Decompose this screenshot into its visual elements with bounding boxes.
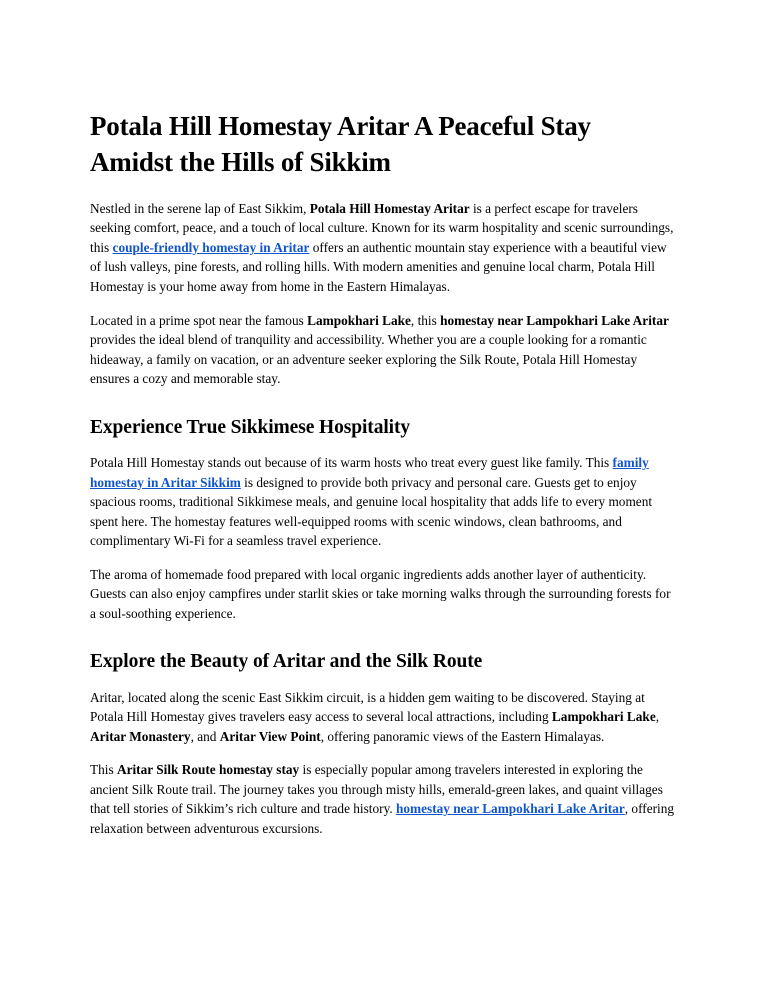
body-text: This: [90, 762, 117, 778]
bold-text: Aritar Silk Route homestay stay: [116, 762, 300, 778]
bold-text: Aritar View Point: [219, 728, 321, 744]
bold-text: Lampokhari Lake: [307, 312, 411, 328]
bold-text: homestay near Lampokhari Lake Aritar: [440, 312, 669, 328]
bold-text: Lampokhari Lake: [551, 709, 656, 725]
intro-paragraph-1: [90, 199, 678, 297]
body-text: provides the ideal blend of tranquility and accessibility. Whether you are a couple looking for a romantic hideaway, a family on vacation, or an adventure seeker exploring the Silk Route, Potala Hill Homestay ensures a cozy and memorable stay.: [90, 332, 647, 387]
body-text: is designed to provide both privacy and personal care. Guests get to enjoy spacious rooms, traditional Sikkimese meals, and genuine local hospitality that adds life to every moment spent here. The homestay features well-equipped rooms with scenic windows, clean bathrooms, and complimentary Wi-Fi for a seamless travel experience.: [90, 474, 653, 549]
body-text: The aroma of homemade food prepared with local organic ingredients adds another layer of authenticity. Guests can also enjoy campfires under starlit skies or take morning walks through the surrounding forests for a soul-soothing experience.: [90, 566, 671, 621]
body-text: offers an authentic mountain stay experience with a beautiful view of lush valleys, pine forests, and rolling hills. With modern amenities and genuine local charm, Potala Hill Homestay is your home away from home in the Eastern Himalayas.: [90, 239, 667, 294]
document-body: [90, 199, 678, 838]
bold-text: Potala Hill Homestay Aritar: [309, 200, 470, 216]
body-text: , and: [190, 728, 220, 744]
silk-route-paragraph-1: [90, 688, 678, 747]
heading-silk-route: Explore the Beauty of Aritar and the Silk Route: [90, 651, 483, 673]
inline-link[interactable]: couple-friendly homestay in Aritar: [112, 239, 310, 255]
body-text: Nestled in the serene lap of East Sikkim,: [90, 200, 310, 216]
silk-route-paragraph-2: [90, 760, 678, 838]
body-text: , this: [410, 312, 441, 328]
body-text: Aritar, located along the scenic East Sikkim circuit, is a hidden gem waiting to be discovered. Staying at Potala Hill Homestay gives travelers easy access to several local attractions, including: [90, 689, 645, 725]
page-title: Potala Hill Homestay Aritar A Peaceful Stay Amidst the Hills of Sikkim: [90, 111, 591, 178]
body-text: , offering panoramic views of the Eastern Himalayas.: [320, 728, 605, 744]
body-text: is especially popular among travelers interested in exploring the ancient Silk Route trail. The journey takes you through misty hills, emerald-green lakes, and quaint villages that tell stories of Sikkim’s rich culture and trade history.: [90, 762, 663, 817]
bold-text: Aritar Monastery: [90, 728, 191, 744]
body-text: Potala Hill Homestay stands out because of its warm hosts who treat every guest like family. This: [90, 455, 613, 470]
hospitality-paragraph-2: [90, 565, 678, 624]
inline-link[interactable]: homestay near Lampokhari Lake Aritar: [396, 801, 625, 817]
body-text: Located in a prime spot near the famous: [90, 312, 308, 328]
body-text: ,: [655, 709, 660, 725]
hospitality-paragraph-1: [90, 453, 678, 551]
inline-link[interactable]: family homestay in Aritar Sikkim: [90, 455, 649, 490]
body-text: is a perfect escape for travelers seeking comfort, peace, and a touch of local culture. Known for its warm hospitality and scenic surroundings, this: [90, 200, 674, 255]
heading-hospitality: Experience True Sikkimese Hospitality: [90, 416, 411, 438]
intro-paragraph-2: [90, 311, 678, 389]
body-text: , offering relaxation between adventurous excursions.: [90, 801, 675, 836]
